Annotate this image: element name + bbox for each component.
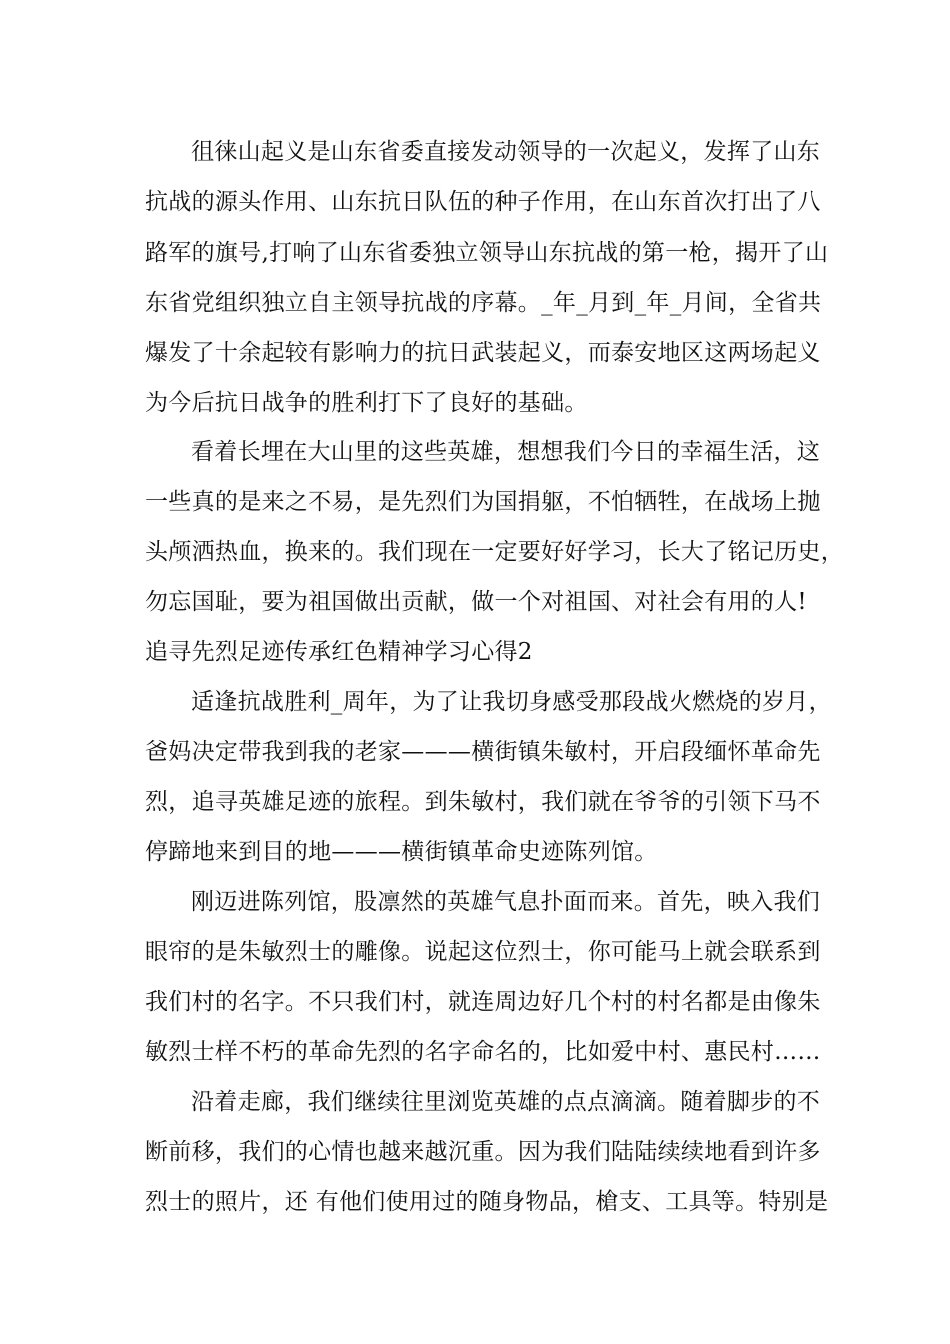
- paragraph-1-line-6: 为今后抗日战争的胜利打下了良好的基础。: [145, 390, 588, 416]
- paragraph-3-line-1: 适逢抗战胜利_周年，为了让我切身感受那段战火燃烧的岁月，: [191, 689, 832, 715]
- paragraph-2-line-1: 看着长埋在大山里的这些英雄，想想我们今日的幸福生活，这: [191, 439, 821, 465]
- paragraph-1-line-4: 东省党组织独立自主领导抗战的序幕。_年_月到_年_月间，全省共: [145, 290, 822, 316]
- paragraph-1-line-3: 路军的旗号,打响了山东省委独立领导山东抗战的第一枪，揭开了山: [145, 240, 829, 266]
- paragraph-5-line-1: 沿着走廊，我们继续往里浏览英雄的点点滴滴。随着脚步的不: [191, 1089, 821, 1115]
- paragraph-3-line-3: 烈，追寻英雄足迹的旅程。到朱敏村，我们就在爷爷的引领下马不: [145, 789, 821, 815]
- paragraph-1-line-1: 徂徕山起义是山东省委直接发动领导的一次起义，发挥了山东: [191, 139, 821, 165]
- paragraph-2-line-4: 勿忘国耻，要为祖国做出贡献，做一个对祖国、对社会有用的人!: [145, 589, 807, 615]
- paragraph-2-line-2: 一些真的是来之不易，是先烈们为国捐躯，不怕牺牲，在战场上抛: [145, 489, 821, 515]
- paragraph-4-line-1: 刚迈进陈列馆，股凛然的英雄气息扑面而来。首先，映入我们: [191, 889, 821, 915]
- paragraph-3-line-4: 停蹄地来到目的地———横街镇革命史迹陈列馆。: [145, 839, 658, 865]
- paragraph-5-line-3: 烈士的照片，还 有他们使用过的随身物品，槍支、工具等。特别是: [145, 1189, 829, 1215]
- paragraph-5-line-2: 断前移，我们的心情也越来越沉重。因为我们陆陆续续地看到许多: [145, 1139, 821, 1165]
- paragraph-2-line-3: 头颅洒热血，换来的。我们现在一定要好好学习，长大了铭记历史，: [145, 539, 844, 565]
- paragraph-4-line-2: 眼帘的是朱敏烈士的雕像。说起这位烈士，你可能马上就会联系到: [145, 939, 821, 965]
- paragraph-4-line-3: 我们村的名字。不只我们村，就连周边好几个村的村名都是由像朱: [145, 989, 821, 1015]
- paragraph-1-line-5: 爆发了十余起较有影响力的抗日武装起义，而泰安地区这两场起义: [145, 340, 821, 366]
- paragraph-1-line-2: 抗战的源头作用、山东抗日队伍的种子作用，在山东首次打出了八: [145, 189, 821, 215]
- section-heading: 追寻先烈足迹传承红色精神学习心得2: [145, 639, 533, 665]
- paragraph-4-line-4: 敏烈士样不朽的革命先烈的名字命名的，比如爱中村、惠民村……: [145, 1039, 821, 1065]
- paragraph-3-line-2: 爸妈决定带我到我的老家———横街镇朱敏村，开启段缅怀革命先: [145, 739, 821, 765]
